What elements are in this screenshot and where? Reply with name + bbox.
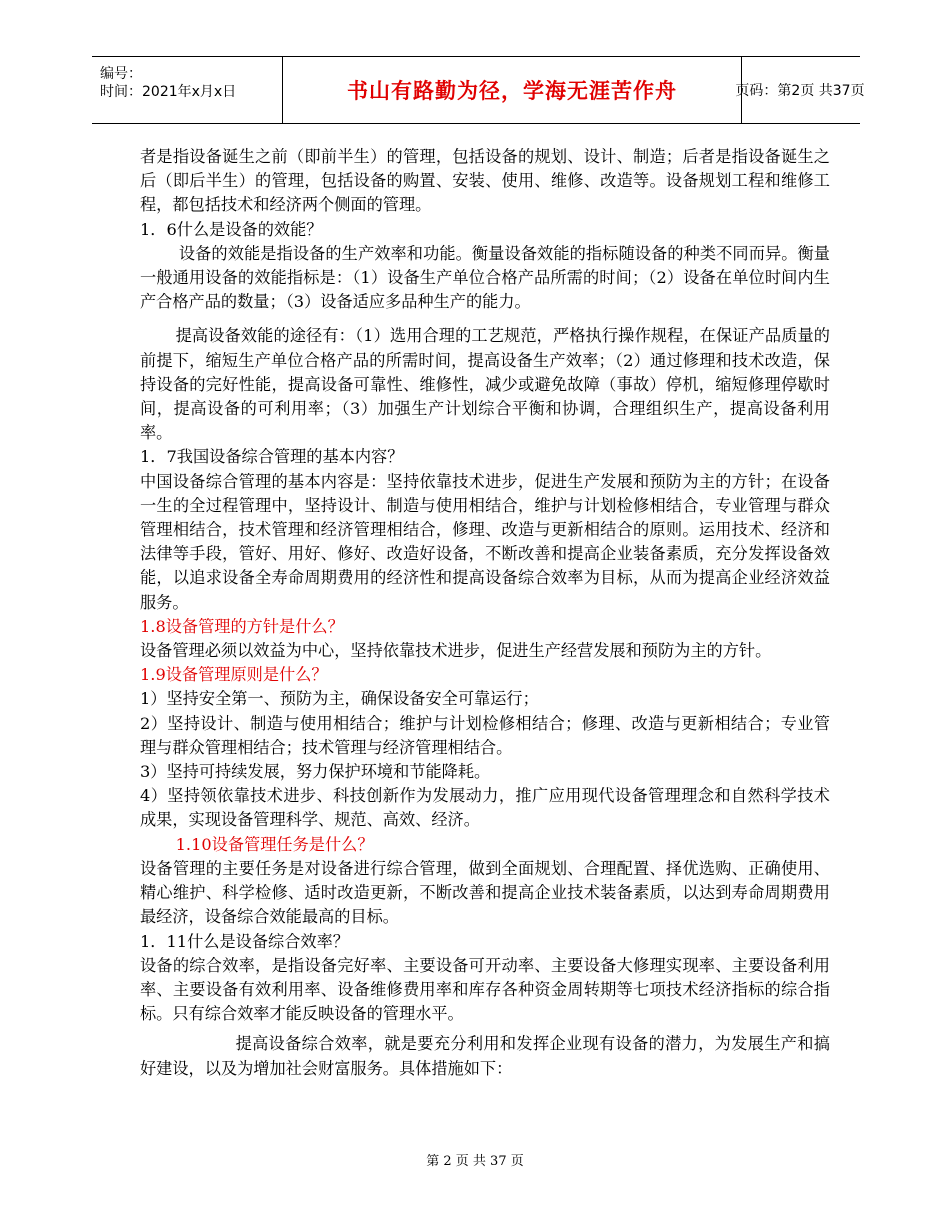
heading-1-7: 1．7我国设备综合管理的基本内容？ [140,447,404,467]
page-footer: 第 2 页 共 37 页 [426,1154,524,1169]
header-motto-cell [282,57,742,123]
spacer [140,314,830,324]
principle-item-4: 4）坚持领依靠技术进步、科技创新作为发展动力，推广应用现代设备管理理念和自然科学技术成果，实现设备管理科学、规范、高效、经济。 [140,786,830,830]
heading-1-11: 1．11什么是设备综合效率？ [140,931,349,951]
principle-item-2: 2）坚持设计、制造与使用相结合；维护与计划检修相结合；修理、改造与更新相结合；专业管理与群众管理相结合；技术管理与经济管理相结合。 [140,713,830,757]
paragraph-efficiency: 设备的效能是指设备的生产效率和功能。衡量设备效能的指标随设备的种类不同而异。衡量一般通用设备的效能指标是：（1）设备生产单位合格产品所需的时间；（2）设备在单位时间内生产合格产品的数量；（3）设备适应多品种生产的能力。 [140,243,830,312]
heading-1-9: 1.9设备管理原则是什么？ [140,665,328,685]
paragraph-measures: 提高设备综合效率，就是要充分利用和发挥企业现有设备的潜力，为发展生产和搞好建设，以及为增加社会财富服务。具体措施如下： [140,1034,830,1078]
header-time: 时间：2021年x月x日 [100,84,237,100]
heading-1-10: 1.10设备管理任务是什么？ [175,834,374,854]
paragraph-continuation: 者是指设备诞生之前（即前半生）的管理，包括设备的规划、设计、制造；后者是指设备诞生之后（即后半生）的管理，包括设备的购置、安装、使用、维修、改造等。设备规划工程和维修工程，都包括技术和经济两个侧面的管理。 [140,147,830,215]
header-page-info: 页码：第2页 共37页 [735,83,865,99]
page-header [92,56,865,124]
heading-1-6: 1．6什么是设备的效能？ [140,219,323,239]
paragraph-tasks: 设备管理的主要任务是对设备进行综合管理，做到全面规划、合理配置、择优选购、正确使用、精心维护、科学检修、适时改造更新，不断改善和提高企业技术装备素质，以达到寿命周期费用最经济，设备综合效能最高的目标。 [140,858,830,927]
paragraph-improve-efficiency: 提高设备效能的途径有：（1）选用合理的工艺规范，严格执行操作规程，在保证产品质量的前提下，缩短生产单位合格产品的所需时间，提高设备生产效率；（2）通过修理和技术改造，保持设备的完好性能，提高设备可靠性、维修性，减少或避免故障（事故）停机，缩短修理停歇时间，提高设备的可利用率；（3）加强生产计划综合平衡和协调，合理组织生产，提高设备利用率。 [140,326,830,443]
paragraph-overall-efficiency: 设备的综合效率，是指设备完好率、主要设备可开动率、主要设备大修理实现率、主要设备利用率、主要设备有效利用率、设备维修费用率和库存各种资金周转期等七项技术经济指标的综合指标。只有综合效率才能反映设备的管理水平。 [140,955,830,1024]
header-number: 编号： [100,66,142,82]
header-motto: 书山有路勤为径，学海无涯苦作舟 [347,78,677,103]
principle-item-3: 3）坚持可持续发展，努力保护环境和节能降耗。 [140,762,491,782]
paragraph-basic-content: 中国设备综合管理的基本内容是：坚持依靠技术进步，促进生产发展和预防为主的方针；在设备一生的全过程管理中，坚持设计、制造与使用相结合，维护与计划检修相结合，专业管理与群众管理相结合，技术管理和经济管理相结合，修理、改造与更新相结合的原则。运用技术、经济和法律等手段，管好、用好、修好、改造好设备，不断改善和提高企业装备素质，充分发挥设备效能，以追求设备全寿命周期费用的经济性和提高设备综合效率为目标，从而为提高企业经济效益服务。 [140,471,830,612]
heading-1-8: 1.8设备管理的方针是什么？ [140,616,344,636]
principle-item-1: 1）坚持安全第一、预防为主，确保设备安全可靠运行； [140,689,539,709]
paragraph-policy: 设备管理必须以效益为中心，坚持依靠技术进步，促进生产经营发展和预防为主的方针。 [140,641,772,661]
header-meta [92,57,282,123]
document-body [140,145,830,1081]
